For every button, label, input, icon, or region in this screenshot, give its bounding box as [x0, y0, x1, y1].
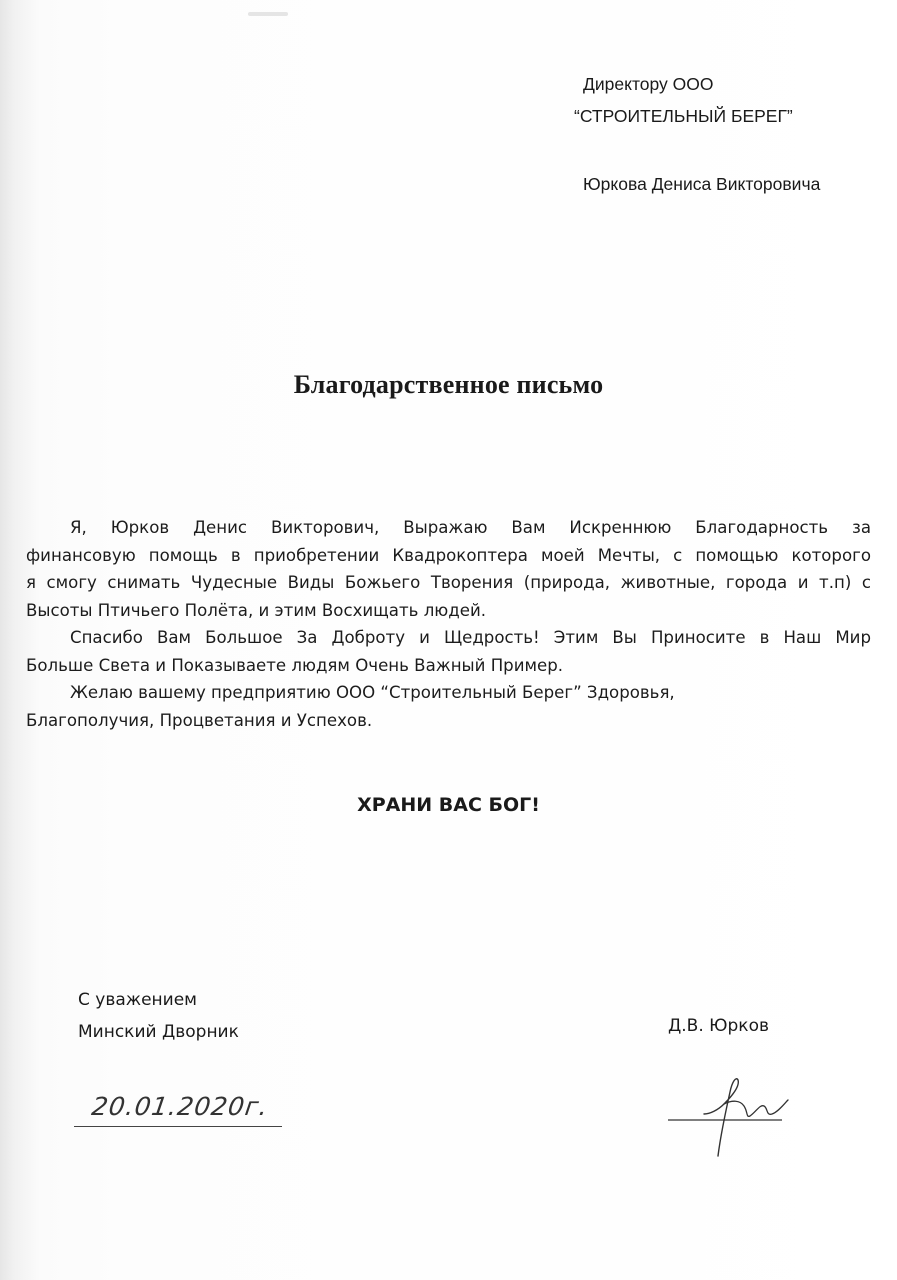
- letter-body: [26, 514, 871, 734]
- paragraph-3-line-2: Благополучия, Процветания и Успехов.: [26, 710, 373, 730]
- paragraph-2-line-2: Больше Света и Показываете людям Очень Важный Пример.: [26, 655, 564, 675]
- addressee-company-line: “СТРОИТЕЛЬНЫЙ БЕРЕГ”: [574, 106, 793, 126]
- paragraph-1-line-3: я смогу снимать Чудесные Виды Божьего Творения (природа, животные, города и т.п) с: [26, 573, 871, 592]
- handwritten-date-text: 20.01.2020г.: [89, 1092, 271, 1121]
- scan-smudge: [248, 12, 288, 16]
- blessing-line: ХРАНИ ВАС БОГ!: [357, 794, 540, 816]
- closing-block: [78, 984, 239, 1048]
- closing-sender-title: Минский Дворник: [78, 1022, 239, 1042]
- signature-icon: [660, 1070, 790, 1160]
- paragraph-1-line-1: Я, Юрков Денис Викторович, Выражаю Вам Искреннюю Благодарность за: [70, 518, 871, 537]
- signer-name: Д.В. Юрков: [668, 1016, 769, 1036]
- handwritten-date: [74, 1086, 294, 1136]
- paragraph-3-line-1: Желаю вашему предприятию ООО “Строительный Берег” Здоровья,: [70, 683, 675, 702]
- addressee-sender-line: Юркова Дениса Викторовича: [583, 174, 821, 194]
- paragraph-1-line-2: финансовую помощь в приобретении Квадрокоптера моей Мечты, с помощью которого: [26, 545, 871, 565]
- closing-regards: С уважением: [78, 990, 197, 1010]
- paragraph-2-line-1: Спасибо Вам Большое За Доброту и Щедрость! Этим Вы Приносите в Наш Мир: [70, 628, 871, 647]
- letter-title: Благодарственное письмо: [293, 370, 604, 399]
- addressee-director-line: Директору ООО: [583, 74, 714, 94]
- date-underline: [74, 1126, 282, 1127]
- paragraph-1-line-4: Высоты Птичьего Полёта, и этим Восхищать людей.: [26, 600, 487, 620]
